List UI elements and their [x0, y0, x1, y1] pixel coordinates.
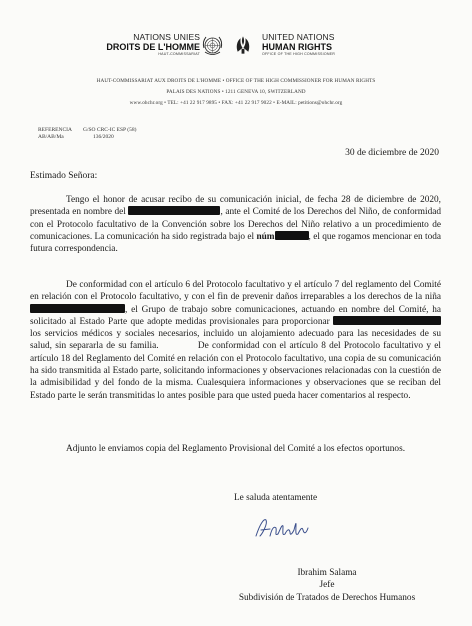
reference-number: 136/2020: [93, 134, 114, 140]
signer-block: [232, 567, 422, 604]
letterhead-right-line3: OFFICE OF THE HIGH COMMISSIONER: [262, 52, 336, 56]
paragraph2-part-b: , el Grupo de trabajo sobre comunicaciones, actuando en nombre del Comité, ha solicitado al Estado Parte que adopte medidas provisionales para proporcionar: [30, 304, 441, 327]
paragraph-enclosure: Adjunto le enviamos copia del Reglamento Provisional del Comité a los efectos oportunos.: [66, 444, 406, 454]
paragraph2-part-d: De conformidad con el artículo 8 del Protocolo facultativo y el artículo 18 del Reglamento del Comité en relación con el Protocolo facultativo, una copia de su comunicación ha sido transmitida al Estado parte, solicitando informaciones y observaciones relacionadas con la cuestión de la admisibilidad y del fondo de la misma. Cualesquiera informaciones y observaciones que se reciban del Estado parte le serán transmitidas lo antes posible para que usted pueda hacer comentarios al respecto.: [30, 341, 441, 401]
letterhead-right-line1: UNITED NATIONS: [262, 32, 335, 42]
reference-block: [38, 127, 136, 141]
letterhead-left-line3: HAUT-COMMISSARIAT: [158, 52, 200, 56]
reference-label: REFERENCIA: [38, 127, 72, 133]
paragraph-acknowledgement: [30, 194, 441, 255]
letterhead-left-line2: DROITS DE L'HOMME: [106, 42, 200, 52]
redacted-child-name: [30, 304, 125, 313]
paragraph1-part-c: , el que rogamos mencionar en toda futura correspondencia.: [30, 231, 442, 255]
signer-title: Jefe: [319, 580, 335, 591]
paragraph2-part-a: De conformidad con el artículo 6 del Protocolo facultativo y el artículo 7 del reglamento del Comité en relación con el Protocolo facultativo, y con el fin de prevenir daños irreparables a los derechos de la niña: [30, 280, 441, 303]
signer-division: Subdivisión de Tratados de Derechos Humanos: [238, 592, 416, 603]
letterhead-contact-line: www.ohchr.org • TEL: +41 22 917 9895 • FAX: +41 22 917 9022 • E-MAIL: petitions@ohchr.org: [129, 100, 343, 106]
letterhead-left-line1: NATIONS UNIES: [133, 32, 200, 42]
reference-value: G/SO CRC-IC ESP (58): [83, 127, 137, 133]
paragraph2-part-c: los servicios médicos y sociales necesarios, incluido un alojamiento adecuado para las necesidades de su salud, sin separarla de su familia.: [30, 329, 441, 352]
registration-number-label: núm: [256, 231, 275, 242]
closing-line: Le saluda atentamente: [234, 493, 318, 503]
letterhead-address-line2: PALAIS DES NATIONS • 1211 GENEVA 10, SWITZERLAND: [166, 89, 306, 95]
letterhead-address-line1: HAUT-COMMISSARIAT AUX DROITS DE L'HOMME • OFFICE OF THE HIGH COMMISSIONER FOR HUMAN RIGHTS: [96, 78, 376, 84]
signer-name: Ibrahim Salama: [297, 568, 357, 578]
letterhead-french: [106, 32, 200, 57]
un-emblem-icon: [200, 33, 225, 58]
human-rights-emblem-icon: [231, 33, 255, 58]
paragraph1-part-b: , ante el Comité de los Derechos del Niño, de conformidad con el Protocolo facultativo de la Convención sobre los Derechos del Niño relativo a un procedimiento de comunicaciones. La comunicación ha sido registrada bajo el: [30, 207, 441, 242]
letter-date: 30 de diciembre de 2020: [345, 148, 439, 158]
handwritten-signature: [252, 514, 312, 542]
redacted-number: [275, 231, 309, 240]
greeting: Estimado Señora:: [30, 171, 98, 181]
redacted-recipient: [333, 316, 441, 325]
letterhead-english: [262, 32, 335, 57]
paragraph1-part-a: Tengo el honor de acusar recibo de su comunicación inicial, de fecha 28 de diciembre de 2020, presentada en nombre del: [30, 195, 441, 218]
letterhead-right-line2: HUMAN RIGHTS: [262, 42, 332, 52]
reference-initials: AB/AB/Ma: [38, 134, 64, 140]
redacted-name: [128, 206, 220, 215]
paragraph-interim-measures: [30, 279, 441, 402]
